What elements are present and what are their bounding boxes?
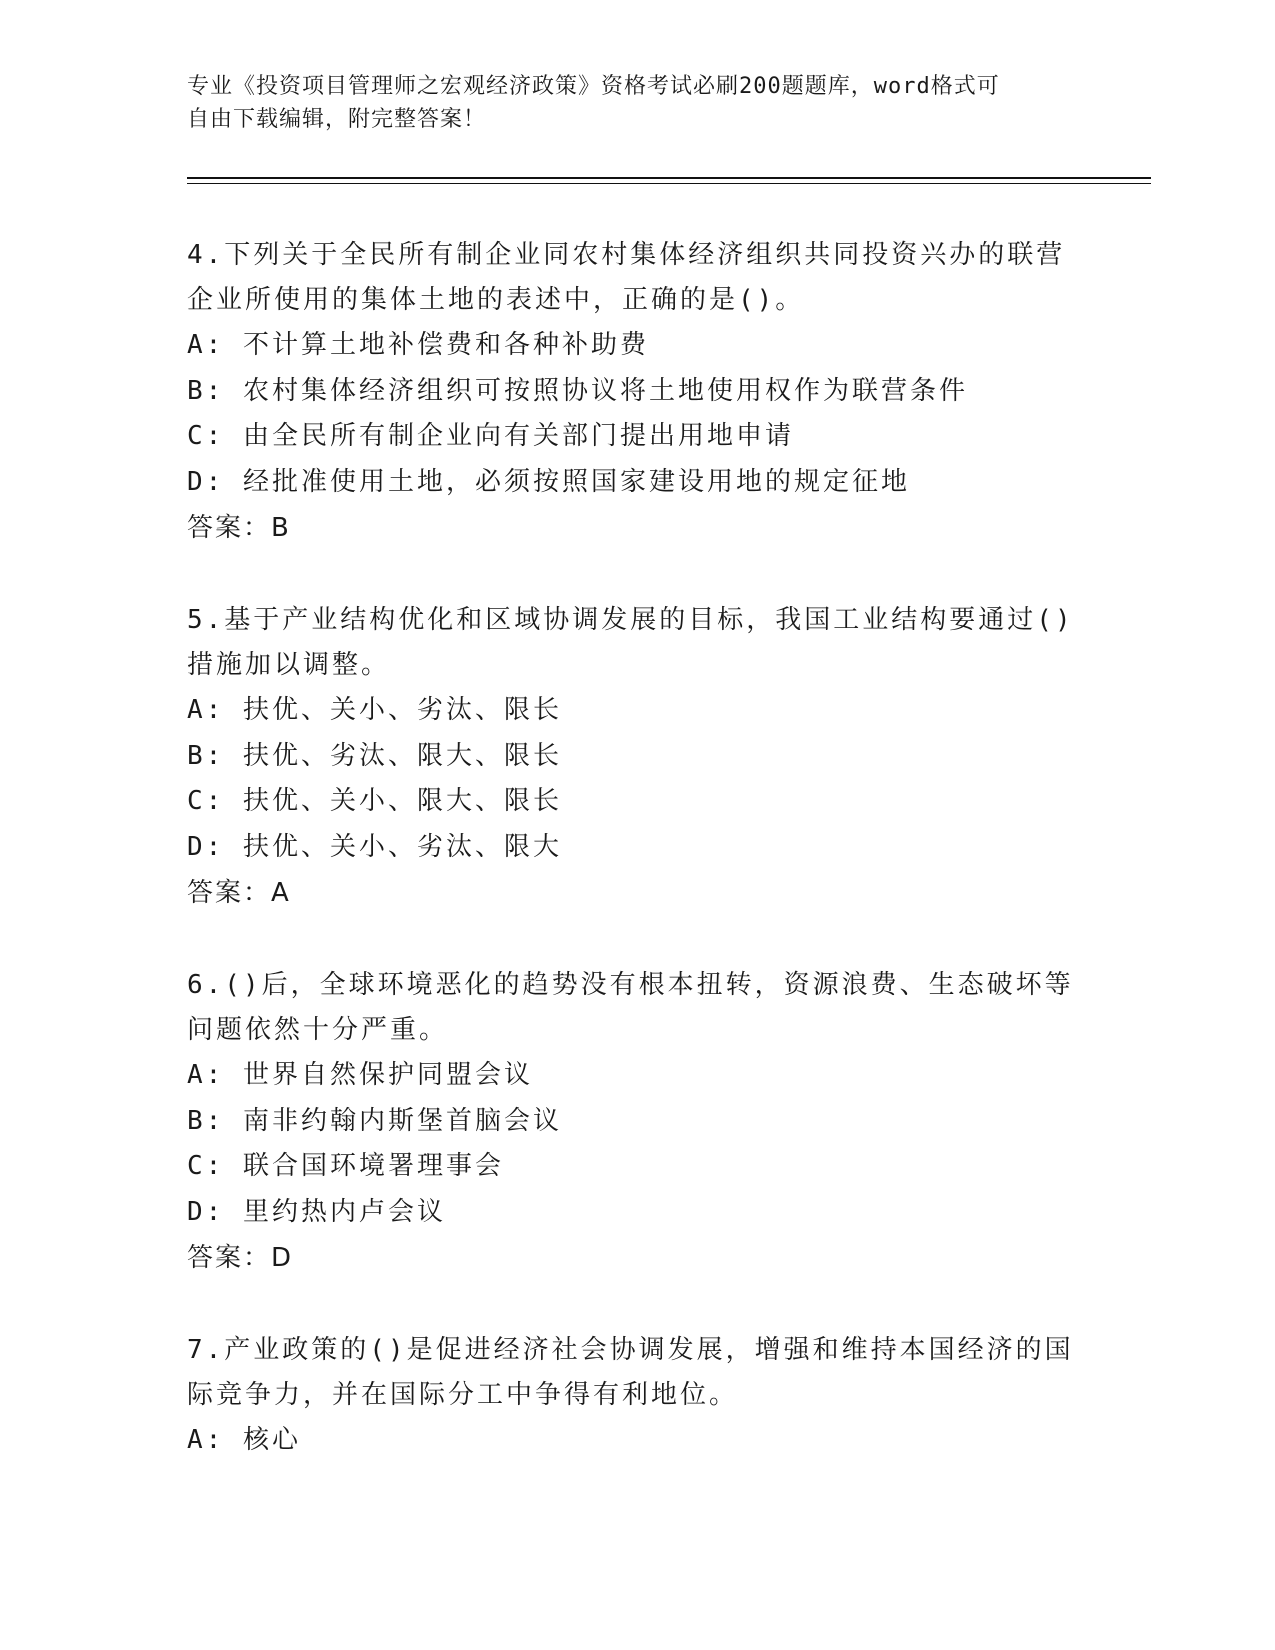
question-4 bbox=[187, 233, 1087, 551]
option-c: C: 联合国环境署理事会 bbox=[187, 1151, 504, 1181]
question-7 bbox=[187, 1328, 1087, 1464]
question-stem-line-2: 企业所使用的集体土地的表述中，正确的是()。 bbox=[187, 285, 805, 315]
header-divider-thick bbox=[187, 177, 1151, 179]
question-6 bbox=[187, 963, 1087, 1281]
question-stem-line-1: 4.下列关于全民所有制企业同农村集体经济组织共同投资兴办的联营 bbox=[187, 240, 1066, 270]
answer-line: 答案：D bbox=[187, 1243, 294, 1273]
header-divider-thin bbox=[187, 183, 1151, 184]
option-d: D: 经批准使用土地，必须按照国家建设用地的规定征地 bbox=[187, 466, 910, 497]
option-a: A: 核心 bbox=[187, 1425, 301, 1455]
answer-line: 答案：B bbox=[187, 513, 291, 543]
option-d: D: 扶优、关小、劣汰、限大 bbox=[187, 831, 562, 862]
question-5 bbox=[187, 598, 1087, 916]
question-stem-line-2: 际竞争力，并在国际分工中争得有利地位。 bbox=[187, 1380, 739, 1410]
question-list bbox=[187, 233, 1087, 1511]
answer-line: 答案：A bbox=[187, 878, 291, 908]
option-d: D: 里约热内卢会议 bbox=[187, 1196, 446, 1227]
option-a: A: 世界自然保护同盟会议 bbox=[187, 1060, 533, 1090]
question-stem-line-1: 6.()后，全球环境恶化的趋势没有根本扭转，资源浪费、生态破坏等 bbox=[187, 970, 1074, 1000]
header-title-line-2: 自由下载编辑，附完整答案！ bbox=[187, 107, 487, 132]
question-stem-line-1: 7.产业政策的()是促进经济社会协调发展，增强和维持本国经济的国 bbox=[187, 1335, 1074, 1365]
question-stem-line-2: 措施加以调整。 bbox=[187, 650, 391, 680]
option-a: A: 扶优、关小、劣汰、限长 bbox=[187, 695, 562, 725]
question-stem-line-1: 5.基于产业结构优化和区域协调发展的目标，我国工业结构要通过() bbox=[187, 605, 1074, 635]
option-c: C: 扶优、关小、限大、限长 bbox=[187, 786, 562, 816]
header-title-line-1: 专业《投资项目管理师之宏观经济政策》资格考试必刷200题题库，word格式可 bbox=[187, 74, 1000, 99]
question-stem-line-2: 问题依然十分严重。 bbox=[187, 1015, 449, 1045]
option-b: B: 农村集体经济组织可按照协议将土地使用权作为联营条件 bbox=[187, 375, 968, 406]
option-c: C: 由全民所有制企业向有关部门提出用地申请 bbox=[187, 421, 794, 451]
option-b: B: 南非约翰内斯堡首脑会议 bbox=[187, 1105, 562, 1136]
option-a: A: 不计算土地补偿费和各种补助费 bbox=[187, 330, 649, 360]
option-b: B: 扶优、劣汰、限大、限长 bbox=[187, 740, 562, 771]
document-header bbox=[187, 70, 1067, 136]
